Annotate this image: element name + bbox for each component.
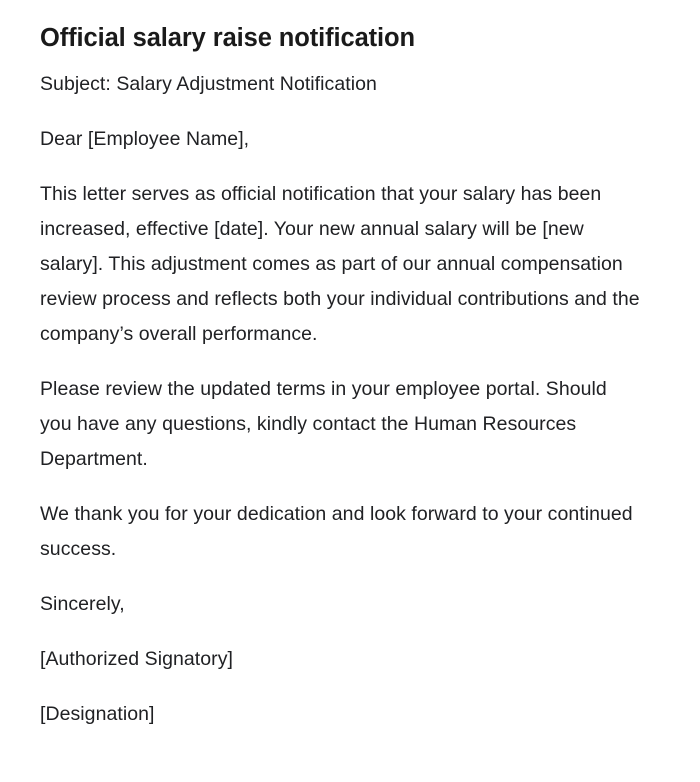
body-paragraph-2: Please review the updated terms in your employee portal. Should you have any questions, kindly contact the Human Resources Department. [40, 378, 607, 470]
body-paragraph-1: This letter serves as official notification that your salary has been increased, effective [date]. Your new annual salary will be [new salary]. This adjustment comes as part of our annual compensation review process and reflects both your individual contributions and the company’s overall performance. [40, 183, 640, 345]
page-title: Official salary raise notification [40, 24, 415, 52]
body-paragraph-3: We thank you for your dedication and look forward to your continued success. [40, 503, 633, 560]
salutation: Dear [Employee Name], [40, 128, 250, 150]
subject-line: Subject: Salary Adjustment Notification [40, 73, 377, 95]
closing: Sincerely, [40, 593, 125, 615]
letter-body [40, 67, 640, 732]
signatory: [Authorized Signatory] [40, 648, 233, 670]
designation: [Designation] [40, 703, 155, 725]
